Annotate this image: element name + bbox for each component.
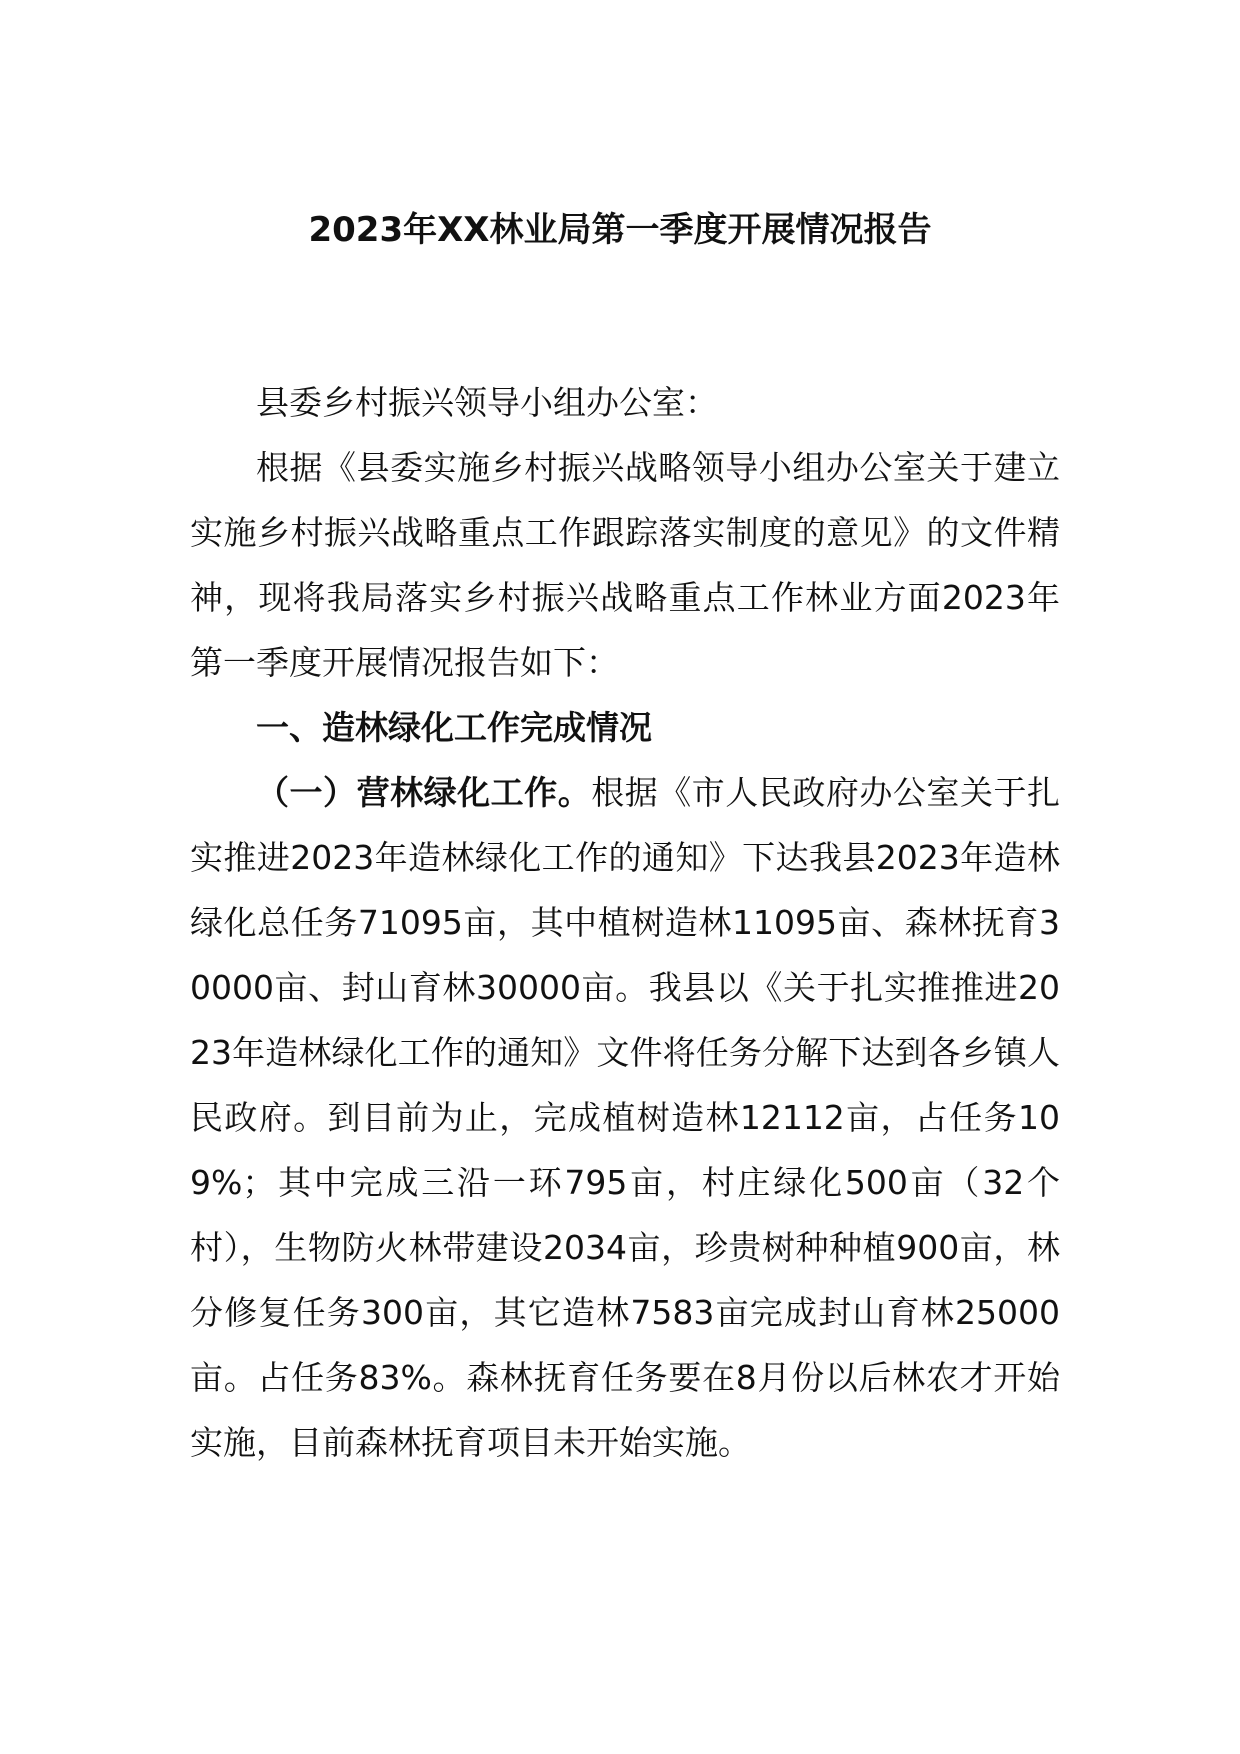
document-title: 2023年XX林业局第一季度开展情况报告 bbox=[308, 210, 932, 250]
subsection-heading: （一）营林绿化工作。 bbox=[256, 773, 592, 812]
document-body bbox=[190, 370, 1060, 1475]
intro-paragraph: 根据《县委实施乡村振兴战略领导小组办公室关于建立实施乡村振兴战略重点工作跟踪落实制度的意见》的文件精神，现将我局落实乡村振兴战略重点工作林业方面2023年第一季度开展情况报告如下： bbox=[190, 448, 1060, 682]
subsection-text: 根据《市人民政府办公室关于扎实推进2023年造林绿化工作的通知》下达我县2023年造林绿化总任务71095亩，其中植树造林11095亩、森林抚育30000亩、封山育林30000亩。我县以《关于扎实推推进2023年造林绿化工作的通知》文件将任务分解下达到各乡镇人民政府。到目前为止，完成植树造林12112亩，占任务109%；其中完成三沿一环795亩，村庄绿化500亩（32个村），生物防火林带建设2034亩，珍贵树种种植900亩，林分修复任务300亩，其它造林7583亩完成封山育林25000亩。占任务83%。森林抚育任务要在8月份以后林农才开始实施，目前森林抚育项目未开始实施。 bbox=[190, 773, 1061, 1462]
salutation: 县委乡村振兴领导小组办公室： bbox=[256, 383, 718, 422]
subsection-paragraph bbox=[190, 760, 1060, 1475]
section-heading: 一、造林绿化工作完成情况 bbox=[256, 708, 652, 747]
